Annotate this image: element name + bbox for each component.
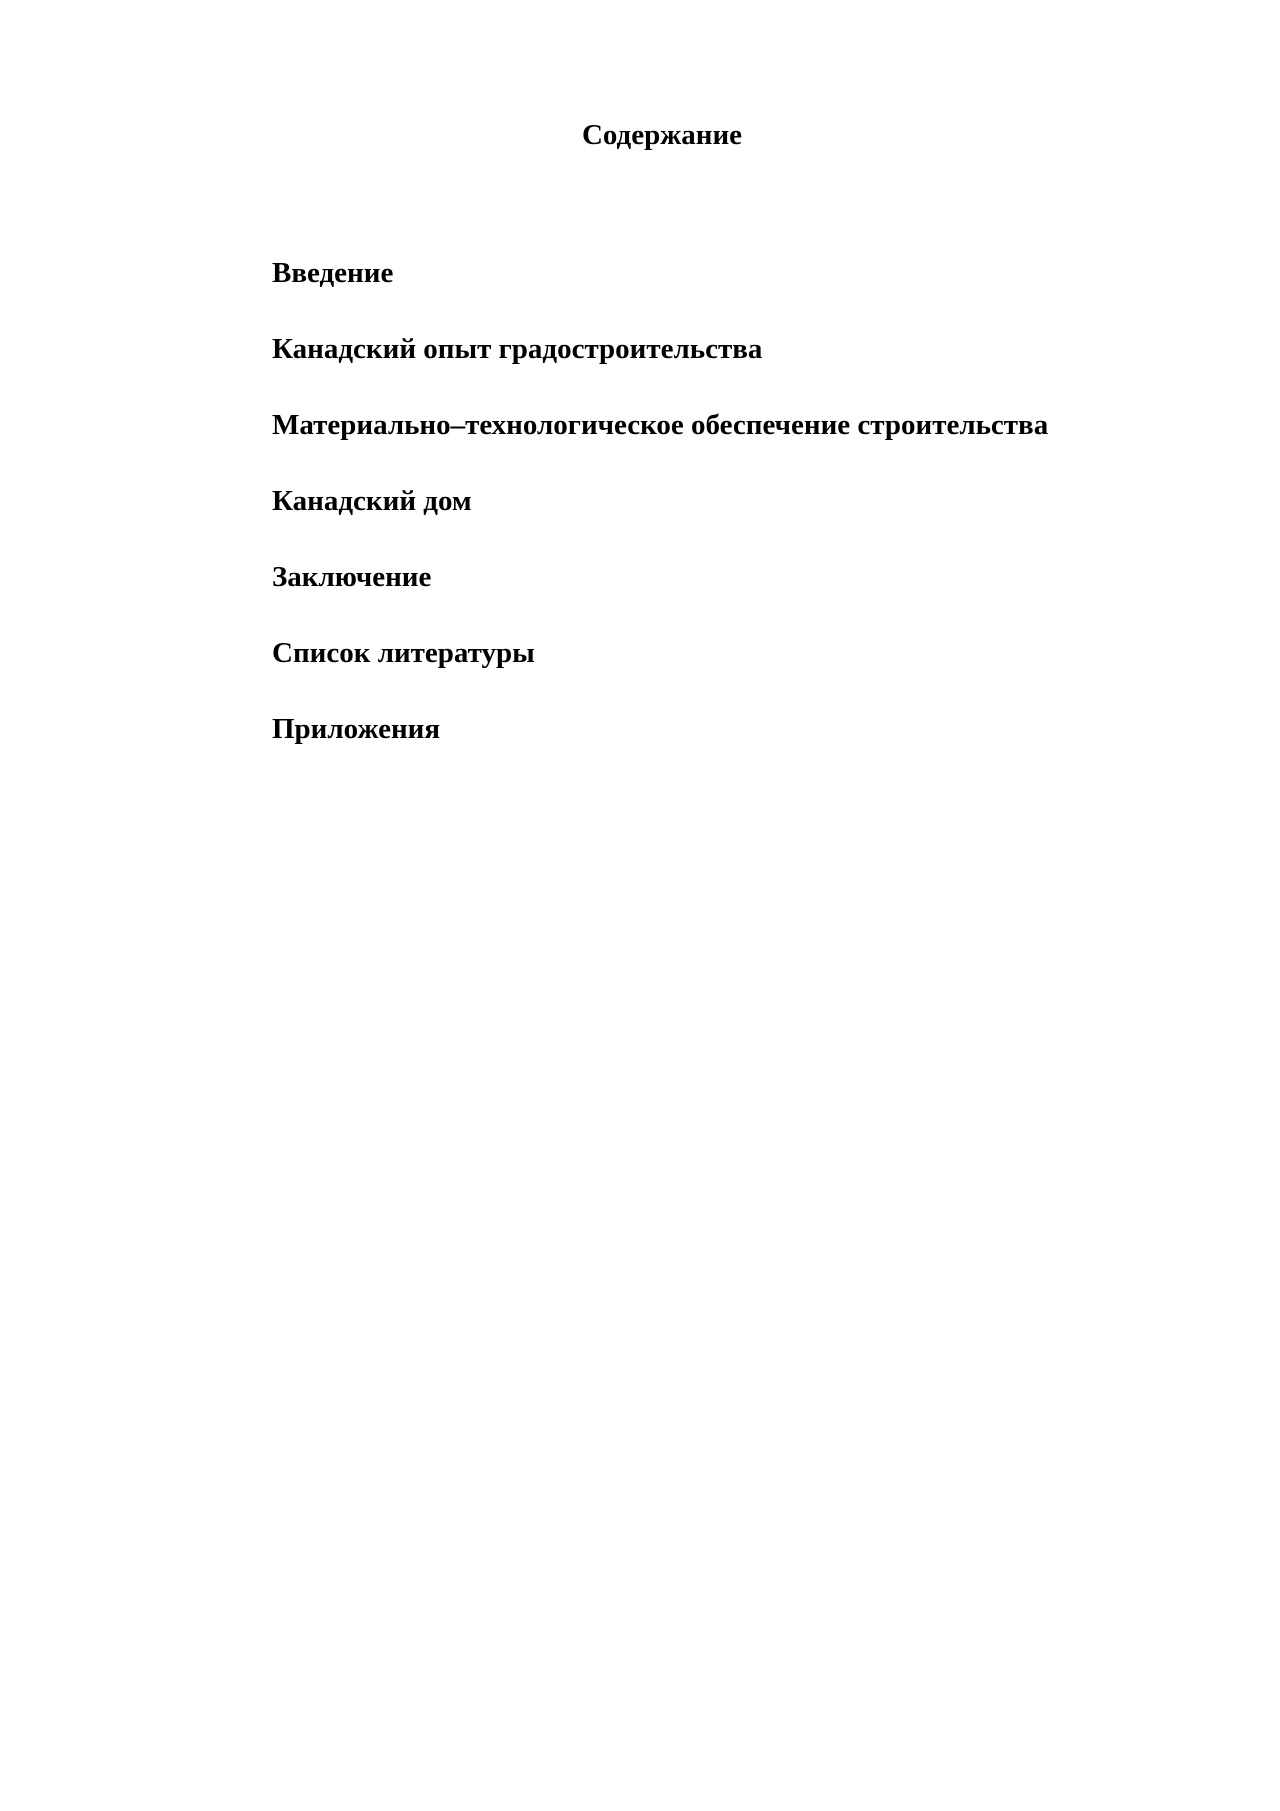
toc-title: Содержание bbox=[581, 119, 743, 151]
toc-item-canadian-house: Канадский дом bbox=[272, 485, 472, 517]
table-of-contents bbox=[272, 256, 1172, 788]
toc-item-appendices: Приложения bbox=[272, 713, 441, 745]
toc-item-material-technical-support: Материально–технологическое обеспечение строительства bbox=[272, 409, 1049, 441]
toc-item-introduction: Введение bbox=[272, 257, 394, 289]
toc-item-canadian-urban-planning: Канадский опыт градостроительства bbox=[272, 333, 763, 365]
toc-item-bibliography: Список литературы bbox=[272, 637, 535, 669]
toc-item-conclusion: Заключение bbox=[272, 561, 432, 593]
